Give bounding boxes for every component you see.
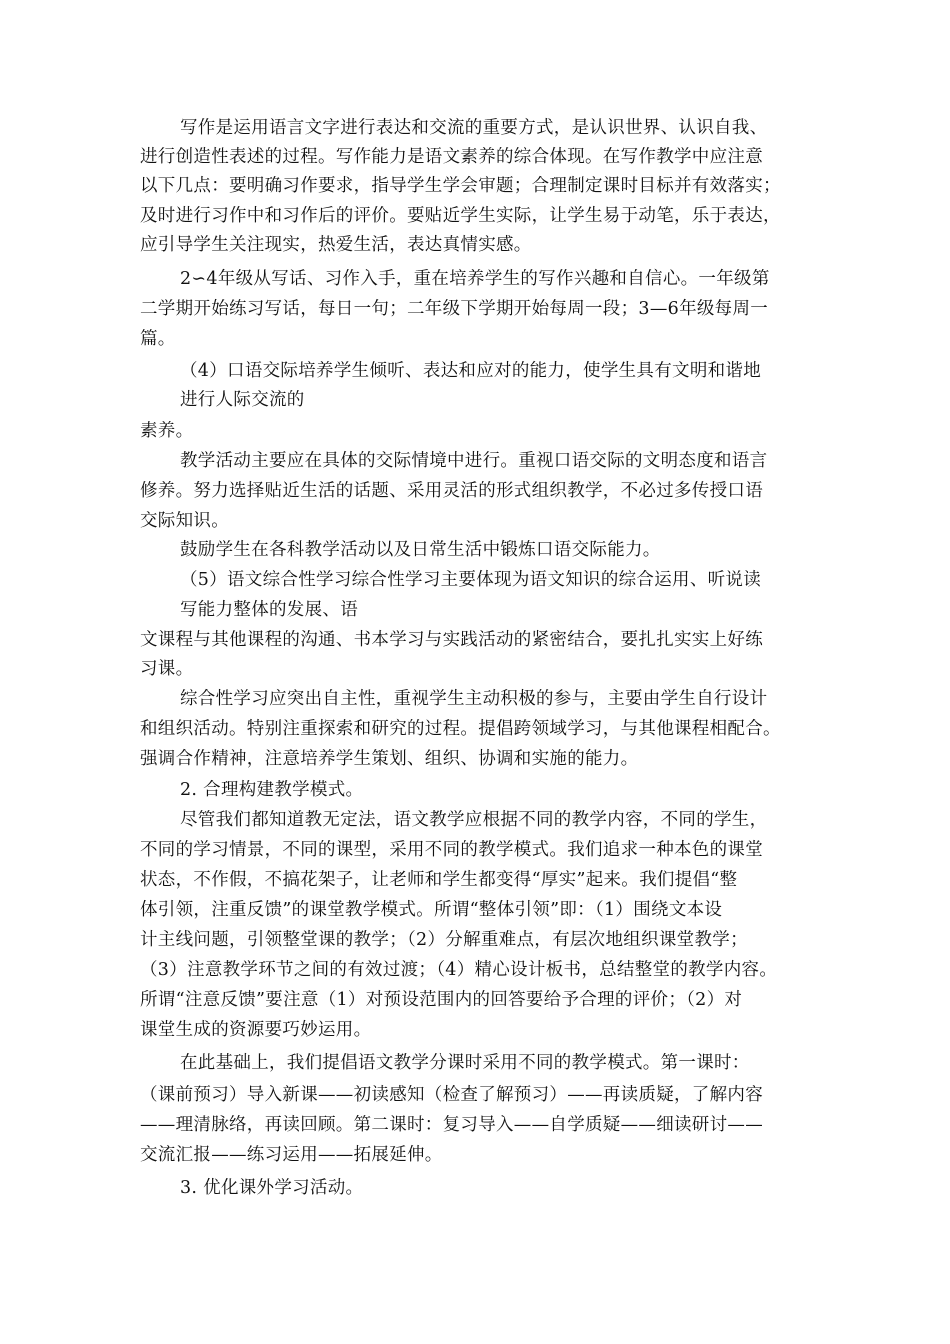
text-line: 2. 合理构建教学模式。 — [180, 780, 364, 800]
text-line: （4）口语交际培养学生倾听、表达和应对的能力，使学生具有文明和谐地 — [180, 361, 762, 381]
text-line: 篇。 — [140, 329, 176, 349]
text-line: 二学期开始练习写话，每日一句；二年级下学期开始每周一段；3—6年级每周一 — [140, 299, 769, 319]
text-line: 及时进行习作中和习作后的评价。要贴近学生实际，让学生易于动笔，乐于表达， — [140, 206, 781, 226]
text-line: 课堂生成的资源要巧妙运用。 — [140, 1020, 372, 1040]
text-line: 写作是运用语言文字进行表达和交流的重要方式，是认识世界、认识自我、 — [180, 118, 768, 138]
text-line: 不同的学习情景，不同的课型，采用不同的教学模式。我们追求一种本色的课堂 — [140, 840, 763, 860]
text-line: （3）注意教学环节之间的有效过渡；（4）精心设计板书，总结整堂的教学内容。 — [140, 960, 778, 980]
text-line: 写能力整体的发展、语 — [180, 600, 358, 620]
text-line: 进行创造性表述的过程。写作能力是语文素养的综合体现。在写作教学中应注意 — [140, 147, 763, 167]
text-line: 以下几点：要明确习作要求，指导学生学会审题；合理制定课时目标并有效落实； — [140, 176, 781, 196]
text-line: 交际知识。 — [140, 511, 229, 531]
text-line: 修养。努力选择贴近生活的话题、采用灵活的形式组织教学，不必过多传授口语 — [140, 481, 763, 501]
text-line: 尽管我们都知道教无定法，语文教学应根据不同的教学内容，不同的学生， — [180, 810, 768, 830]
text-line: （课前预习）导入新课——初读感知（检查了解预习）——再读质疑，了解内容 — [140, 1085, 763, 1105]
text-line: 所谓“注意反馈”要注意（1）对预设范围内的回答要给予合理的评价；（2）对 — [140, 990, 743, 1010]
text-line: 鼓励学生在各科教学活动以及日常生活中锻炼口语交际能力。 — [180, 540, 661, 560]
text-line: 文课程与其他课程的沟通、书本学习与实践活动的紧密结合，要扎扎实实上好练 — [140, 630, 763, 650]
text-line: 强调合作精神，注意培养学生策划、组织、协调和实施的能力。 — [140, 749, 639, 769]
text-line: 计主线问题，引领整堂课的教学；（2）分解重难点，有层次地组织课堂教学； — [140, 930, 748, 950]
text-line: （5）语文综合性学习综合性学习主要体现为语文知识的综合运用、听说读 — [180, 570, 762, 590]
text-line: 3. 优化课外学习活动。 — [180, 1178, 364, 1198]
text-line: 教学活动主要应在具体的交际情境中进行。重视口语交际的文明态度和语言 — [180, 451, 768, 471]
text-line: 进行人际交流的 — [180, 390, 305, 410]
text-line: 应引导学生关注现实，热爱生活，表达真情实感。 — [140, 235, 532, 255]
text-line: 状态，不作假，不搞花架子，让老师和学生都变得“厚实”起来。我们提倡“整 — [140, 870, 738, 890]
text-line: 和组织活动。特别注重探索和研究的过程。提倡跨领域学习，与其他课程相配合。 — [140, 719, 781, 739]
text-line: 交流汇报——练习运用——拓展延伸。 — [140, 1145, 443, 1165]
text-line: 2∽4年级从写话、习作入手，重在培养学生的写作兴趣和自信心。一年级第 — [180, 269, 770, 289]
text-line: 体引领，注重反馈”的课堂教学模式。所谓“整体引领”即：（1）围绕文本设 — [140, 900, 723, 920]
text-line: 综合性学习应突出自主性，重视学生主动积极的参与，主要由学生自行设计 — [180, 689, 768, 709]
text-line: 习课。 — [140, 659, 194, 679]
text-line: ——理清脉络，再读回顾。第二课时：复习导入——自学质疑——细读研讨—— — [140, 1115, 763, 1135]
text-line: 素养。 — [140, 421, 194, 441]
text-line: 在此基础上，我们提倡语文教学分课时采用不同的教学模式。第一课时： — [180, 1053, 750, 1073]
